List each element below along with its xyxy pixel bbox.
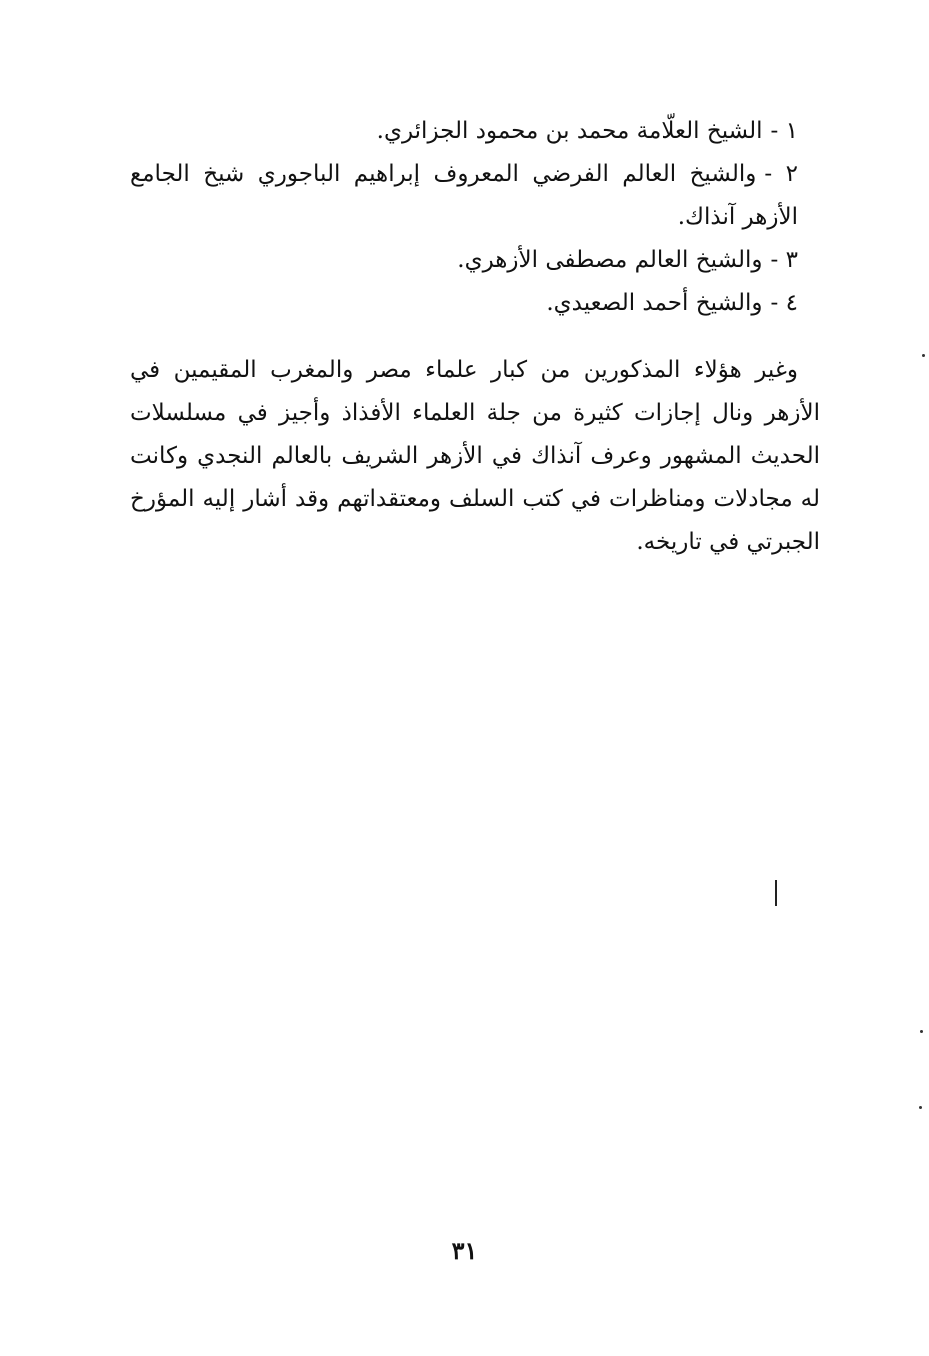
body-paragraph: وغير هؤلاء المذكورين من كبار علماء مصر والمغرب المقيمين في الأزهر ونال إجازات كثيرة من جلة العلماء الأفذاذ وأجيز في مسلسلات الحديث المشهور وعرف آنذاك في الأزهر الشريف بالعالم النجدي وكانت له مجادلات ومناظرات في كتب السلف ومعتقداتهم وقد أشار إليه المؤرخ الجبرتي في تاريخه. (130, 357, 820, 555)
list-text: والشيخ العالم مصطفى الأزهري. (457, 247, 763, 273)
list-text: والشيخ أحمد الصعيدي. (546, 290, 763, 316)
list-item-1 (130, 110, 820, 153)
list-item-3 (130, 239, 820, 282)
scan-mark (775, 880, 777, 906)
scan-speck (922, 354, 925, 357)
list-text: والشيخ العالم الفرضي المعروف إبراهيم الباجوري شيخ الجامع الأزهر آنذاك. (130, 161, 798, 230)
page-number: ٣١ (451, 1236, 478, 1265)
list-number: ٤ - (770, 290, 798, 316)
list-item-4 (130, 282, 820, 325)
scan-speck (920, 1030, 923, 1033)
list-number: ٣ - (770, 247, 798, 273)
list-number: ١ - (770, 118, 798, 144)
body-text (130, 110, 820, 587)
list-text: الشيخ العلّامة محمد بن محمود الجزائري. (376, 118, 763, 144)
list-item-2 (130, 153, 820, 239)
list-number: ٢ - (764, 161, 798, 187)
scan-speck (919, 1106, 922, 1109)
